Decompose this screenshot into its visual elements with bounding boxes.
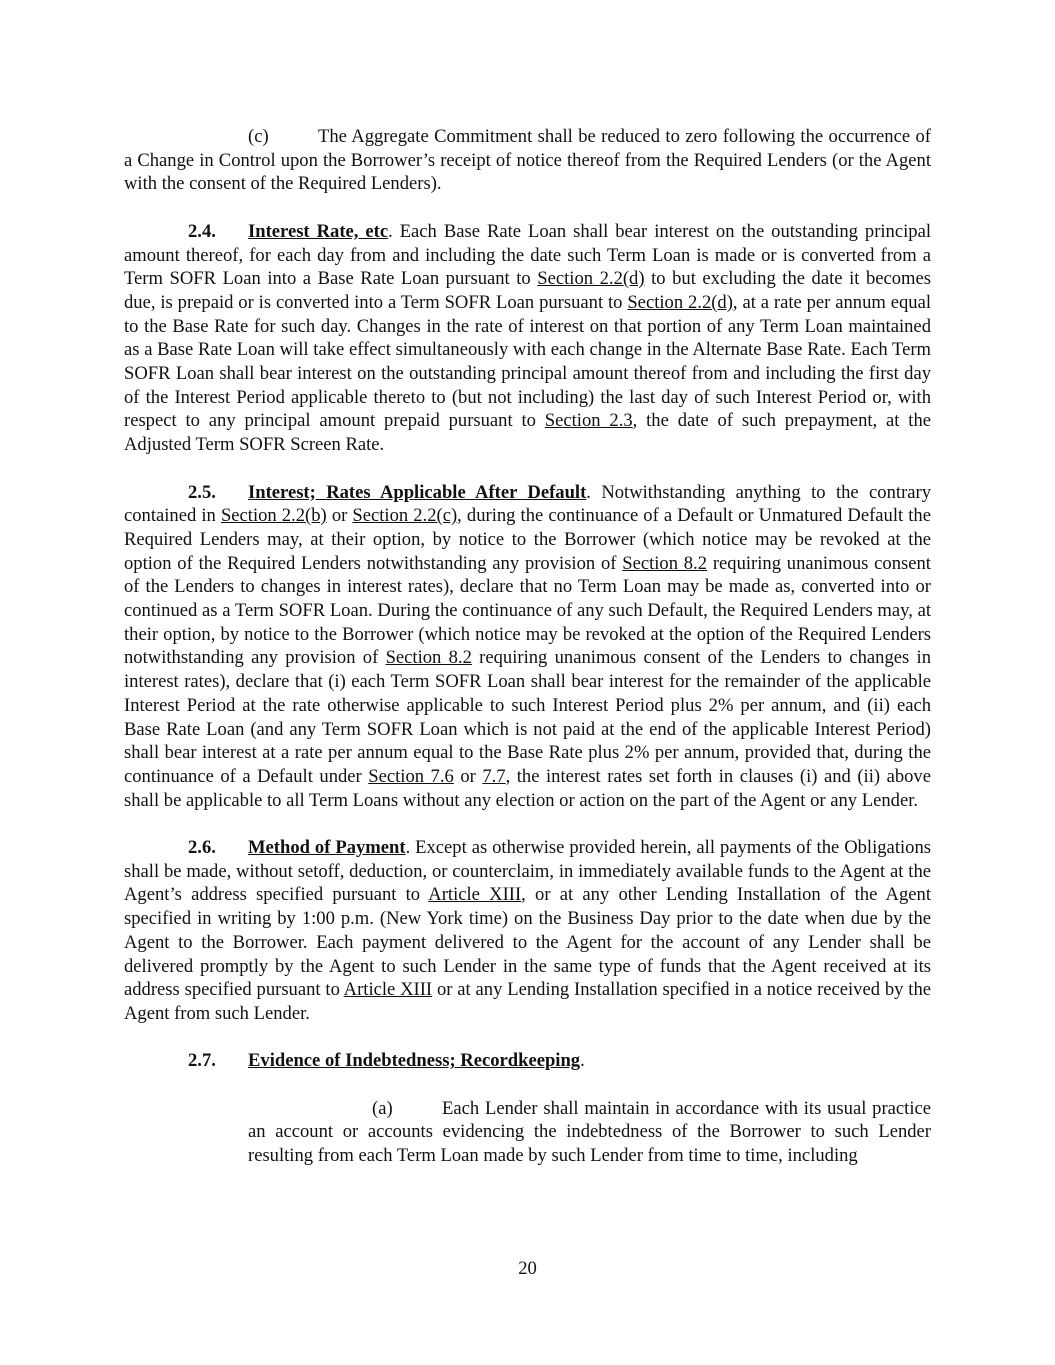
section-text: or bbox=[453, 765, 483, 787]
section-heading: Method of Payment bbox=[248, 837, 406, 859]
cross-reference: Section 8.2 bbox=[385, 647, 472, 669]
section-heading: Interest Rate, etc bbox=[248, 220, 389, 242]
section-2-7-a bbox=[248, 1097, 931, 1168]
cross-reference: Section 2.2(b) bbox=[220, 505, 327, 527]
section-text: to but excluding the date it becomes due, is prepaid or is converted into a Term SOFR Loan pursuant to bbox=[124, 268, 932, 313]
section-2-7 bbox=[124, 1049, 931, 1073]
section-number: 2.6. bbox=[188, 837, 216, 859]
cross-reference: Section 2.2(d) bbox=[537, 268, 645, 290]
section-number: 2.7. bbox=[188, 1050, 216, 1072]
section-text: . bbox=[580, 1050, 585, 1072]
section-text: requiring unanimous consent of the Lenders to changes in interest rates), declare that no Term Loan may be made as, converted into or continued as a Term SOFR Loan. During the continuance of any such Default, the Required Lenders may, at their option, by notice to the Borrower (which notice may be revoked at the option of the Required Lenders notwithstanding any provision of bbox=[124, 552, 931, 669]
section-heading: Evidence of Indebtedness; Recordkeeping bbox=[248, 1050, 581, 1072]
section-text: requiring unanimous consent of the Lenders to changes in interest rates), declare that (i) each Term SOFR Loan shall bear interest for the remainder of the applicable Interest Period at the rate otherwise applicable to such Interest Period plus 2% per annum, and (ii) each Base Rate Loan (and any Term SOFR Loan which is not paid at the end of the applicable Interest Period) shall bear interest at a rate per annum equal to the Base Rate plus 2% per annum, provided that, during the continuance of a Default under bbox=[124, 647, 931, 787]
section-number: 2.4. bbox=[188, 220, 216, 242]
document-page bbox=[124, 125, 931, 1192]
cross-reference: Section 2.2(d) bbox=[627, 291, 733, 313]
section-text: , or at any other Lending Installation of the Agent specified in writing by 1:00 p.m. (New York time) on the Business Day prior to the date when due by the Agent to the Borrower. Each payment delivered to the Agent for the account of any Lender shall be delivered promptly by the Agent to such Lender in the same type of funds that the Agent received at its address specified pursuant to bbox=[124, 884, 931, 1001]
section-text: , during the continuance of a Default or Unmatured Default the Required Lenders may, at their option, by notice to the Borrower (which notice may be revoked at the option of the Required Lenders notwithstanding any provision of bbox=[124, 505, 931, 574]
section-2-4 bbox=[124, 220, 931, 457]
clause-label: (c) bbox=[248, 126, 269, 147]
cross-reference: Article XIII bbox=[343, 979, 433, 1001]
cross-reference: Section 7.6 bbox=[368, 765, 454, 787]
page-number: 20 bbox=[518, 1258, 537, 1279]
section-2-5 bbox=[124, 481, 931, 813]
section-text: . Each Base Rate Loan shall bear interest on the outstanding principal amount thereof, for each day from and including the date such Term Loan is made or is converted from a Term SOFR Loan into a Base Rate Loan pursuant to bbox=[124, 220, 931, 290]
section-text: . Except as otherwise provided herein, all payments of the Obligations shall be made, without setoff, deduction, or counterclaim, in immediately available funds to the Agent at the Agent’s address specified pursuant to bbox=[124, 837, 931, 906]
section-text: , the date of such prepayment, at the Adjusted Term SOFR Screen Rate. bbox=[124, 410, 931, 456]
cross-reference: 7.7 bbox=[482, 765, 506, 787]
section-2-6 bbox=[124, 836, 931, 1026]
cross-reference: Section 2.3 bbox=[544, 410, 633, 432]
section-number: 2.5. bbox=[188, 481, 216, 503]
clause-text: Each Lender shall maintain in accordance with its usual practice an account or accounts evidencing the indebtedness of the Borrower to such Lender resulting from each Term Loan made by such Lender from time to time, including bbox=[248, 1097, 931, 1167]
section-text: or at any Lending Installation specified in a notice received by the Agent from such Lender. bbox=[124, 979, 931, 1024]
paragraph-c bbox=[124, 125, 931, 196]
cross-reference: Section 8.2 bbox=[622, 552, 708, 574]
section-text: . Notwithstanding anything to the contrary contained in bbox=[124, 481, 931, 527]
section-text: , the interest rates set forth in clauses (i) and (ii) above shall be applicable to all Term Loans without any election or action on the part of the Agent or any Lender. bbox=[124, 765, 931, 811]
clause-text: The Aggregate Commitment shall be reduced to zero following the occurrence of a Change in Control upon the Borrower’s receipt of notice thereof from the Required Lenders (or the Agent with the consent of the Required Lenders). bbox=[124, 126, 931, 195]
cross-reference: Section 2.2(c) bbox=[352, 505, 458, 527]
clause-label: (a) bbox=[372, 1097, 393, 1119]
section-text: or bbox=[326, 505, 353, 527]
section-heading: Interest; Rates Applicable After Default bbox=[248, 481, 587, 503]
section-text: , at a rate per annum equal to the Base Rate for such day. Changes in the rate of interest on that portion of any Term Loan maintained as a Base Rate Loan will take effect simultaneously with each change in the Alternate Base Rate. Each Term SOFR Loan shall bear interest on the outstanding principal amount thereof from and including the first day of the Interest Period applicable thereto to (but not including) the last day of such Interest Period or, with respect to any principal amount prepaid pursuant to bbox=[124, 291, 932, 432]
cross-reference: Article XIII bbox=[428, 884, 522, 906]
